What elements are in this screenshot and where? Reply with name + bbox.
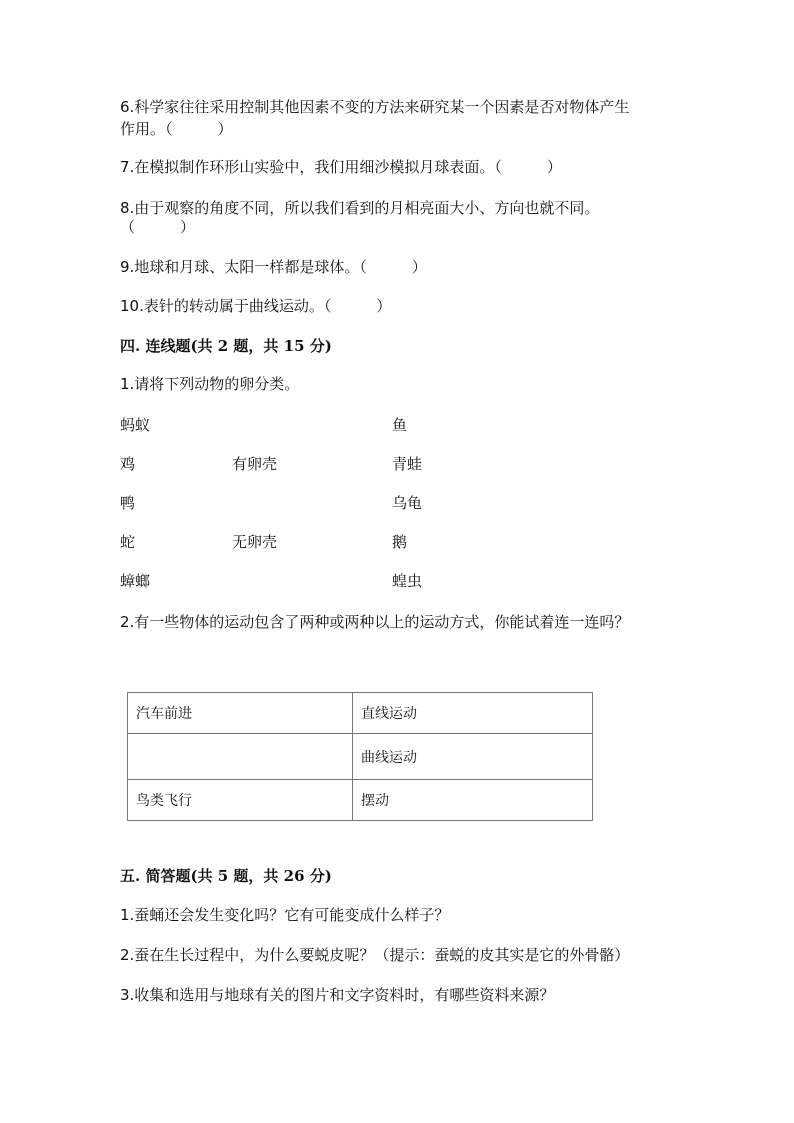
matching-question-2: 2.有一些物体的运动包含了两种或两种以上的运动方式，你能试着连一连吗？ bbox=[120, 613, 630, 631]
left-item-snake[interactable]: 蛇 bbox=[120, 533, 136, 551]
table-cell[interactable]: 曲线运动 bbox=[353, 734, 593, 780]
table-row bbox=[128, 693, 593, 734]
short-answer-question-2: 2.蚕在生长过程中，为什么要蜕皮呢？（提示：蚕蜕的皮其实是它的外骨骼） bbox=[120, 946, 630, 964]
question-8-line-1: 8.由于观察的角度不同，所以我们看到的月相亮面大小、方向也就不同。 bbox=[120, 199, 600, 217]
table-cell[interactable]: 直线运动 bbox=[353, 693, 593, 734]
short-answer-question-3: 3.收集和选用与地球有关的图片和文字资料时，有哪些资料来源？ bbox=[120, 986, 555, 1004]
left-item-chicken[interactable]: 鸡 bbox=[120, 455, 136, 473]
right-item-turtle[interactable]: 乌龟 bbox=[392, 494, 423, 512]
question-6-line-1: 6.科学家往往采用控制其他因素不变的方法来研究某一个因素是否对物体产生 bbox=[120, 98, 630, 116]
left-item-ant[interactable]: 蚂蚁 bbox=[120, 416, 151, 434]
section-5-heading: 五. 简答题(共 5 题，共 26 分) bbox=[120, 867, 332, 885]
question-6-line-2: 作用。（ ） bbox=[120, 120, 233, 138]
question-9: 9.地球和月球、太阳一样都是球体。（ ） bbox=[120, 258, 427, 276]
table-cell[interactable]: 汽车前进 bbox=[128, 693, 353, 734]
table-row bbox=[128, 734, 593, 780]
question-10: 10.表针的转动属于曲线运动。（ ） bbox=[120, 297, 392, 315]
table-cell[interactable] bbox=[128, 734, 353, 780]
left-item-duck[interactable]: 鸭 bbox=[120, 494, 136, 512]
right-item-goose[interactable]: 鹅 bbox=[392, 533, 408, 551]
matching-question-1: 1.请将下列动物的卵分类。 bbox=[120, 375, 300, 393]
motion-matching-table bbox=[127, 692, 593, 821]
section-4-heading: 四. 连线题(共 2 题，共 15 分) bbox=[120, 337, 332, 355]
question-7: 7.在模拟制作环形山实验中，我们用细沙模拟月球表面。（ ） bbox=[120, 158, 562, 176]
table-cell[interactable]: 鸟类飞行 bbox=[128, 780, 353, 821]
middle-item-with-shell[interactable]: 有卵壳 bbox=[232, 455, 278, 473]
right-item-frog[interactable]: 青蛙 bbox=[392, 455, 423, 473]
short-answer-question-1: 1.蚕蛹还会发生变化吗？它有可能变成什么样子？ bbox=[120, 906, 450, 924]
right-item-locust[interactable]: 蝗虫 bbox=[392, 572, 423, 590]
table-cell[interactable]: 摆动 bbox=[353, 780, 593, 821]
middle-item-without-shell[interactable]: 无卵壳 bbox=[232, 533, 278, 551]
left-item-cockroach[interactable]: 蟑螂 bbox=[120, 572, 151, 590]
table-row bbox=[128, 780, 593, 821]
right-item-fish[interactable]: 鱼 bbox=[392, 416, 408, 434]
question-8-line-2: （ ） bbox=[120, 218, 196, 236]
